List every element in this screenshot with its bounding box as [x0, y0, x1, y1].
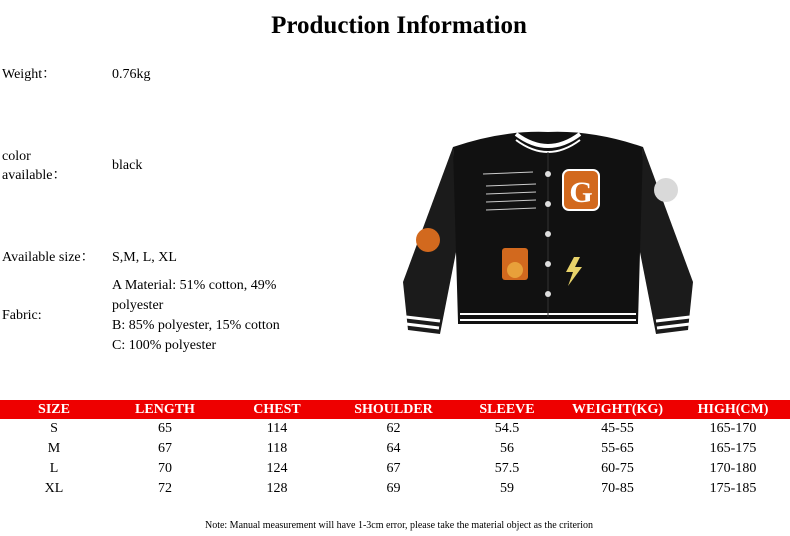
weight-value: 0.76kg [112, 67, 151, 82]
right-sleeve [638, 147, 693, 334]
measurement-note: Note: Manual measurement will have 1-3cm error, please take the material object as the criterion [204, 520, 594, 531]
cell-height: 165-170 [709, 421, 757, 436]
size-label: Available size： [2, 250, 95, 265]
fabric-line-2: polyester [112, 298, 164, 313]
header-weight: WEIGHT(KG) [559, 400, 676, 419]
fabric-line-4: C: 100% polyester [112, 338, 217, 353]
table-row [0, 459, 790, 479]
header-sleeve: SLEEVE [455, 400, 559, 419]
cell-length: 72 [158, 481, 172, 496]
varsity-jacket-illustration [398, 122, 698, 344]
table-row [0, 479, 790, 499]
cell-weight: 70-85 [601, 481, 634, 496]
fries-face-icon [507, 262, 523, 278]
table-row [0, 419, 790, 439]
weight-label: Weight： [2, 67, 57, 82]
cell-weight: 60-75 [601, 461, 634, 476]
cell-length: 67 [158, 441, 172, 456]
color-label-line1: color [2, 149, 31, 164]
size-chart-header [0, 400, 790, 419]
cell-height: 165-175 [709, 441, 757, 456]
cell-shoulder: 62 [386, 421, 401, 436]
sleeve-patch-right-icon [654, 178, 678, 202]
patch-letter: G [569, 176, 593, 209]
page-title: Production Information [271, 12, 527, 39]
header-shoulder: SHOULDER [332, 400, 455, 419]
cell-chest: 114 [266, 421, 288, 436]
header-length: LENGTH [108, 400, 222, 419]
cell-shoulder: 67 [386, 461, 401, 476]
sleeve-patch-icon [416, 228, 440, 252]
cell-length: 70 [158, 461, 172, 476]
cell-chest: 118 [266, 441, 288, 456]
cell-sleeve: 56 [500, 441, 514, 456]
cell-sleeve: 59 [500, 481, 514, 496]
cell-size: XL [44, 481, 64, 496]
size-value: S,M, L, XL [112, 250, 177, 265]
product-image [398, 122, 698, 344]
cell-size: S [50, 421, 58, 436]
cell-weight: 45-55 [601, 421, 634, 436]
cell-shoulder: 69 [386, 481, 401, 496]
size-chart-table [0, 400, 790, 499]
header-height: HIGH(CM) [676, 400, 790, 419]
cell-chest: 124 [266, 461, 288, 476]
fabric-label: Fabric: [2, 308, 42, 323]
cell-size: L [49, 461, 59, 476]
color-label-line2: available： [2, 168, 67, 183]
header-size: SIZE [0, 400, 108, 419]
cell-length: 65 [158, 421, 172, 436]
cell-size: M [47, 441, 61, 456]
cell-height: 175-185 [709, 481, 757, 496]
table-row [0, 439, 790, 459]
fabric-line-3: B: 85% polyester, 15% cotton [112, 318, 280, 333]
cell-chest: 128 [266, 481, 288, 496]
cell-sleeve: 57.5 [494, 461, 520, 476]
cell-height: 170-180 [709, 461, 757, 476]
cell-sleeve: 54.5 [494, 421, 520, 436]
cell-weight: 55-65 [601, 441, 634, 456]
header-chest: CHEST [222, 400, 332, 419]
color-value: black [112, 158, 143, 173]
fabric-line-1: A Material: 51% cotton, 49% [112, 278, 277, 293]
cell-shoulder: 64 [386, 441, 401, 456]
